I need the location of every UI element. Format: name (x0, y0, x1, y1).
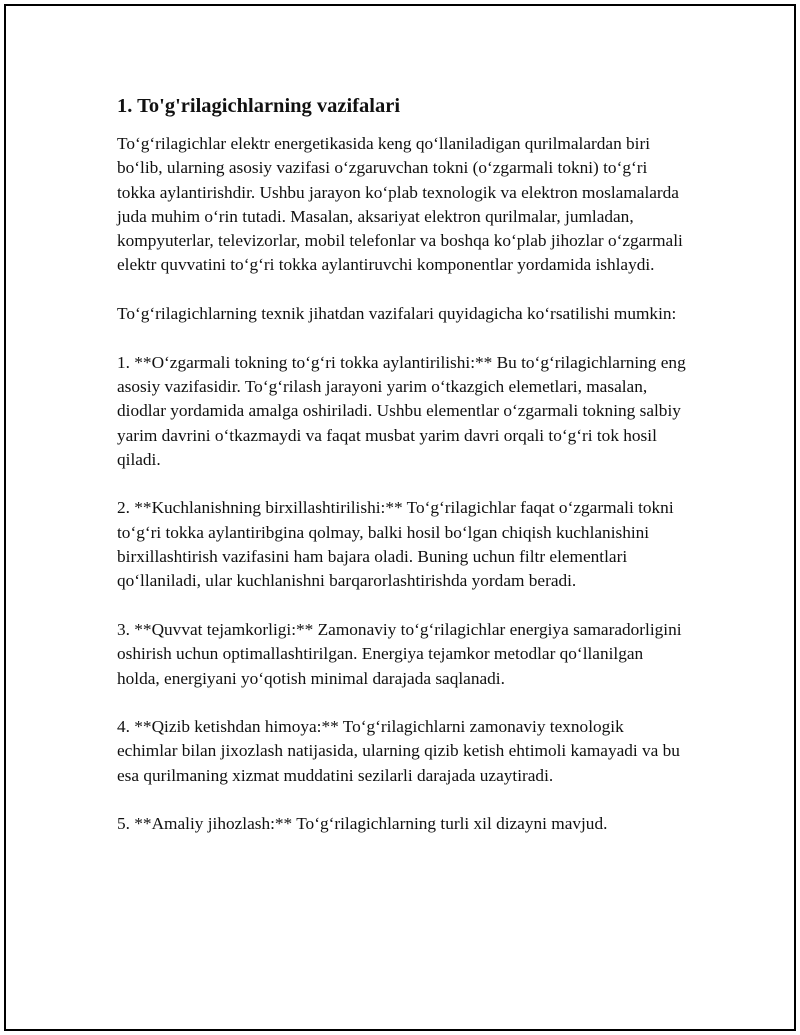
function-item-1: 1. **O‘zgarmali tokning to‘g‘ri tokka aylantirilishi:** Bu to‘g‘rilagichlarning eng asosiy vazifasidir. To‘g‘rilash jarayoni yarim o‘tkazgich elemetlari, masalan, diodlar yordamida amalga oshiriladi. Ushbu elementlar o‘zgarmali tokning salbiy yarim davrini o‘tkazmaydi va faqat musbat yarim davri orqali to‘g‘ri tok hosil qiladi. (117, 352, 686, 469)
functions-lead-paragraph: To‘g‘rilagichlarning texnik jihatdan vazifalari quyidagicha ko‘rsatilishi mumkin: (117, 304, 677, 324)
intro-paragraph: To‘g‘rilagichlar elektr energetikasida keng qo‘llaniladigan qurilmalardan biri bo‘lib, ularning asosiy vazifasi o‘zgaruvchan tokni (o‘zgarmali tokni) to‘g‘ri tokka aylantirishdir. Ushbu jarayon ko‘plab texnologik va elektron moslamalarda juda muhim o‘rin tutadi. Masalan, aksariyat elektron qurilmalar, jumladan, kompyuterlar, televizorlar, mobil telefonlar va boshqa ko‘plab jihozlar o‘zgarmali elektr quvvatini to‘g‘ri tokka aylantiruvchi komponentlar yordamida ishlaydi. (117, 134, 683, 275)
function-item-3: 3. **Quvvat tejamkorligi:** Zamonaviy to‘g‘rilagichlar energiya samaradorligini oshirish uchun optimallashtirilgan. Energiya tejamkor metodlar qo‘llanilgan holda, energiyani yo‘qotish minimal darajada saqlanadi. (117, 619, 682, 688)
section-heading: 1. To'g'rilagichlarning vazifalari (117, 95, 401, 117)
function-item-4: 4. **Qizib ketishdan himoya:** To‘g‘rilagichlarni zamonaviy texnologik echimlar bilan jixozlash natijasida, ularning qizib ketish ehtimoli kamayadi va bu esa qurilmaning xizmat muddatini sezilarli darajada uzaytiradi. (117, 717, 680, 785)
function-item-2: 2. **Kuchlanishning birxillashtirilishi:** To‘g‘rilagichlar faqat o‘zgarmali tokni to‘g‘ri tokka aylantiribgina qolmay, balki hosil bo‘lgan chiqish kuchlanishini birxillashtirish vazifasini ham bajara oladi. Buning uchun filtr elementlari qo‘llaniladi, ular kuchlanishni barqarorlashtirishda yordam beradi. (117, 498, 674, 591)
document-body (117, 92, 687, 861)
function-item-5: 5. **Amaliy jihozlash:** To‘g‘rilagichlarning turli xil dizayni mavjud. (117, 814, 608, 834)
